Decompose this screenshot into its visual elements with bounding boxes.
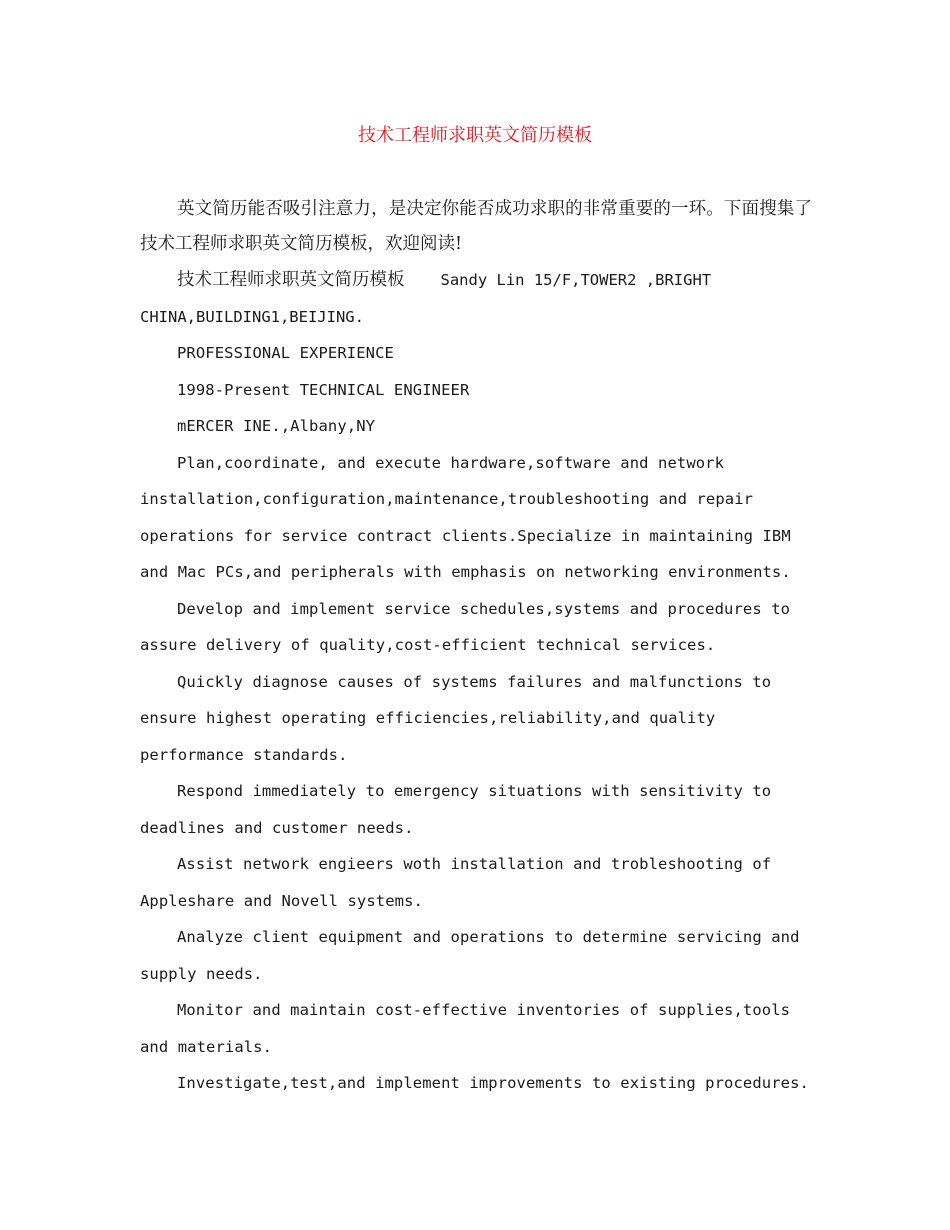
duty-paragraph: Respond immediately to emergency situations with sensitivity to deadlines and customer needs. <box>140 782 772 837</box>
duty-paragraph: Investigate,test,and implement improvements to existing procedures. <box>177 1074 809 1092</box>
resume-header-address: Sandy Lin 15/F,TOWER2 ,BRIGHT CHINA,BUILDING1,BEIJING. <box>140 271 712 326</box>
duty-paragraph: Develop and implement service schedules,systems and procedures to assure delivery of quality,cost-efficient technical services. <box>140 599 791 654</box>
document-body <box>140 192 812 1102</box>
intro-paragraph: 英文简历能否吸引注意力，是决定你能否成功求职的非常重要的一环。下面搜集了技术工程师求职英文简历模板，欢迎阅读! <box>140 199 812 254</box>
duty-paragraph: Plan,coordinate, and execute hardware,software and network installation,configuration,maintenance,troubleshooting and repair operations for service contract clients.Specialize in maintaining IBM and Mac PCs,and peripherals with emphasis on networking environments. <box>140 453 791 581</box>
resume-header-line <box>140 262 812 335</box>
duty-paragraph: Quickly diagnose causes of systems failures and malfunctions to ensure highest operating efficiencies,reliability,and quality performance standards. <box>140 672 772 764</box>
job-period-title: 1998-Present TECHNICAL ENGINEER <box>177 380 470 399</box>
duty-paragraph: Analyze client equipment and operations to determine servicing and supply needs. <box>140 928 800 983</box>
document-title: 技术工程师求职英文简历模板 <box>358 125 592 146</box>
duty-paragraph: Assist network engieers woth installation and trobleshooting of Appleshare and Novell systems. <box>140 855 772 910</box>
company-line: mERCER INE.,Albany,NY <box>177 417 376 435</box>
duty-paragraph: Monitor and maintain cost-effective inventories of supplies,tools and materials. <box>140 1001 791 1056</box>
resume-header-label: 技术工程师求职英文简历模板 <box>177 270 405 290</box>
section-heading: PROFESSIONAL EXPERIENCE <box>177 344 394 362</box>
